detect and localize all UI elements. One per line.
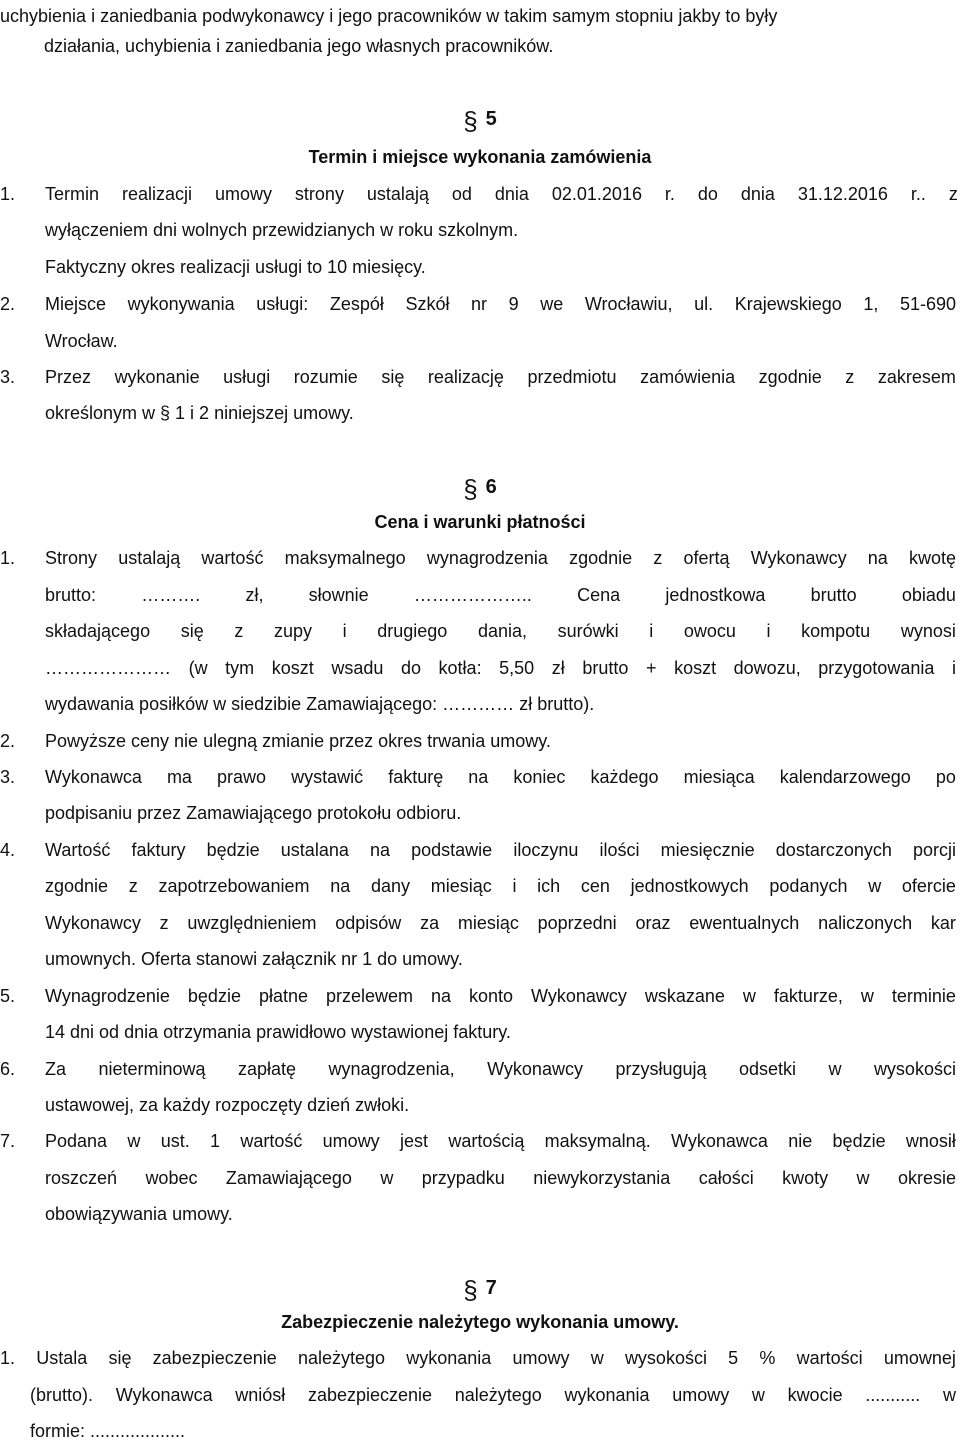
intro-line-2: działania, uchybienia i zaniedbania jego własnych pracowników. <box>44 36 554 56</box>
word: przypadku <box>421 1168 505 1188</box>
word: do <box>400 658 421 678</box>
word: Przez <box>45 367 92 387</box>
word: w <box>380 1168 394 1188</box>
s6-item7-line1 <box>45 1129 956 1153</box>
word: Wykonawcy <box>487 1059 583 1079</box>
word: oraz <box>635 913 671 933</box>
word: odpisów <box>335 913 402 933</box>
word: zł <box>551 658 565 678</box>
word: zł, <box>245 585 264 605</box>
s6-item5-line2: 14 dni od dnia otrzymania prawidłowo wystawionej faktury. <box>45 1022 511 1042</box>
word: strony <box>294 184 344 204</box>
s6-item4-line4: umownych. Oferta stanowi załącznik nr 1 do umowy. <box>45 949 463 969</box>
word: wykonania <box>564 1385 650 1405</box>
word: ust. <box>160 1131 190 1151</box>
word: wniósł <box>235 1385 286 1405</box>
word: umowy <box>672 1385 730 1405</box>
word: i <box>649 621 654 641</box>
word: maksymalnego <box>284 548 406 568</box>
word: zapotrzebowaniem <box>158 876 310 896</box>
s6-item4-line3 <box>45 911 956 935</box>
word: usługi: <box>256 294 309 314</box>
word: 5 <box>728 1348 739 1368</box>
word: kwocie <box>787 1385 843 1405</box>
word: zgodnie <box>45 876 109 896</box>
word: zabezpieczenie <box>307 1385 433 1405</box>
word: nr <box>471 294 488 314</box>
word: koniec <box>513 767 566 787</box>
word: 1 <box>210 1131 221 1151</box>
word: z <box>159 913 169 933</box>
word: podstawie <box>411 840 493 860</box>
item-number: 1. <box>0 184 16 204</box>
word: zabezpieczenie <box>152 1348 277 1368</box>
item-number: 3. <box>0 367 16 387</box>
word: porcji <box>912 840 956 860</box>
word: Krajewskiego <box>734 294 842 314</box>
section-5-heading <box>0 104 960 134</box>
word: uwzględnieniem <box>187 913 317 933</box>
word: okresie <box>897 1168 956 1188</box>
word: usługi <box>223 367 271 387</box>
word: owocu <box>683 621 736 641</box>
word: Wykonawcy <box>750 548 847 568</box>
word: koszt <box>674 658 717 678</box>
s6-item7-line2 <box>45 1166 956 1190</box>
word: wartość <box>201 548 264 568</box>
word: ustalają <box>118 548 181 568</box>
word: brutto <box>810 585 857 605</box>
word: 1, <box>863 294 879 314</box>
word: wynagrodzenia <box>426 548 548 568</box>
word: i <box>766 621 771 641</box>
word: drugiego <box>377 621 448 641</box>
word: konto <box>469 986 514 1006</box>
word: ofercie <box>901 876 956 896</box>
s5-item1-line3: Faktyczny okres realizacji usługi to 10 miesięcy. <box>45 257 426 277</box>
item-number: 7. <box>0 1131 16 1151</box>
s6-item4-line2 <box>45 874 956 898</box>
word: ewentualnych <box>689 913 800 933</box>
word: Strony <box>45 548 98 568</box>
s6-item4-line1 <box>45 838 956 862</box>
word: brutto: <box>45 585 97 605</box>
word: kwoty <box>782 1168 829 1188</box>
word: na <box>430 986 452 1006</box>
word: wobec <box>145 1168 198 1188</box>
word: składającego <box>45 621 151 641</box>
word: realizację <box>427 367 504 387</box>
word: jednostkowa <box>665 585 766 605</box>
word: podanych <box>769 876 848 896</box>
section-7-title: Zabezpieczenie należytego wykonania umowy. <box>281 1312 679 1332</box>
s5-item2-line2: Wrocław. <box>45 331 118 351</box>
word: zapłatę <box>238 1059 297 1079</box>
word: będzie <box>206 840 260 860</box>
word: z <box>948 184 958 204</box>
word: obiadu <box>901 585 956 605</box>
word: na <box>867 548 888 568</box>
word: za <box>420 913 440 933</box>
s6-item1-line2 <box>45 583 956 607</box>
word: miesięcznie <box>660 840 755 860</box>
item-number: 3. <box>0 767 16 787</box>
word: w <box>868 876 882 896</box>
word: ma <box>166 767 192 787</box>
section-5-title: Termin i miejsce wykonania zamówienia <box>308 147 652 167</box>
s6-item3-line2: podpisaniu przez Zamawiającego protokołu odbioru. <box>45 803 462 823</box>
word: od <box>451 184 472 204</box>
word: wartością <box>448 1131 525 1151</box>
word: ……………….. <box>413 585 532 605</box>
item-number: 1. <box>0 548 16 568</box>
word: po <box>935 767 956 787</box>
s5-item3-line2: określonym w § 1 i 2 niniejszej umowy. <box>45 403 354 423</box>
word: się <box>381 367 405 387</box>
word: kompotu <box>801 621 871 641</box>
word: jednostkowych <box>630 876 749 896</box>
word: ustalają <box>366 184 429 204</box>
s6-item1-line1 <box>45 546 956 570</box>
word: ustalana <box>280 840 349 860</box>
word: kalendarzowego <box>779 767 911 787</box>
word: umowy <box>512 1348 570 1368</box>
word: z <box>128 876 138 896</box>
word: + <box>645 658 657 678</box>
s6-item1-line3 <box>45 619 956 643</box>
word: Wrocławiu, <box>584 294 673 314</box>
word: w <box>127 1131 141 1151</box>
word: Wykonawcy <box>531 986 627 1006</box>
word: Cena <box>577 585 621 605</box>
word: z <box>653 548 663 568</box>
word: naliczonych <box>818 913 913 933</box>
word: roszczeń <box>45 1168 118 1188</box>
word: przedmiotu <box>527 367 617 387</box>
word: Wartość <box>45 840 111 860</box>
word: niewykorzystania <box>533 1168 671 1188</box>
word: należytego <box>454 1385 542 1405</box>
word: z <box>234 621 244 641</box>
word: się <box>180 621 204 641</box>
word: brutto <box>582 658 629 678</box>
word: r. <box>664 184 675 204</box>
section-6-title: Cena i warunki płatności <box>374 512 586 532</box>
s6-item6-line2: ustawowej, za każdy rozpoczęty dzień zwłoki. <box>45 1095 410 1115</box>
word: Ustala <box>36 1348 88 1368</box>
word: wykonywania <box>127 294 235 314</box>
word: koszt <box>271 658 314 678</box>
word: r.. <box>910 184 926 204</box>
word: wysokości <box>873 1059 956 1079</box>
word: cen <box>580 876 610 896</box>
section-symbol: § <box>463 106 478 136</box>
s5-item2-line1 <box>45 292 956 316</box>
word: Wykonawca <box>115 1385 213 1405</box>
word: Zespół <box>329 294 384 314</box>
word: przysługują <box>615 1059 707 1079</box>
word: w <box>856 1168 870 1188</box>
word: wartości <box>796 1348 863 1368</box>
section-number: 5 <box>485 108 497 130</box>
word: fakturze, <box>773 986 843 1006</box>
s6-item1-line5: wydawania posiłków w siedzibie Zamawiającego: ………… zł brutto). <box>45 694 595 714</box>
word: wnosił <box>905 1131 956 1151</box>
word: w <box>751 1385 765 1405</box>
word: zakresem <box>877 367 956 387</box>
word: dania, <box>477 621 527 641</box>
word: umowy <box>322 1131 380 1151</box>
word: zupy <box>273 621 312 641</box>
item-number: 6. <box>0 1059 16 1079</box>
word: należytego <box>297 1348 386 1368</box>
word: 51-690 <box>899 294 956 314</box>
word: zamówienia <box>640 367 736 387</box>
word: Wykonawca <box>45 767 142 787</box>
word: słownie <box>308 585 369 605</box>
word: poprzedni <box>537 913 617 933</box>
word: we <box>540 294 564 314</box>
word: Termin <box>45 184 100 204</box>
item-number: 2. <box>0 294 16 314</box>
word: w <box>590 1348 604 1368</box>
word: i <box>951 658 956 678</box>
word: 9 <box>508 294 519 314</box>
word: ………. <box>141 585 201 605</box>
word: będzie <box>832 1131 886 1151</box>
word: 02.01.2016 <box>551 184 642 204</box>
word: dowozu, <box>733 658 801 678</box>
word: ………………… <box>45 658 171 678</box>
s5-item3-line1 <box>45 365 956 389</box>
word: tym <box>225 658 255 678</box>
word: i <box>342 621 347 641</box>
section-number: 6 <box>485 476 497 498</box>
word: jest <box>400 1131 429 1151</box>
word: Wynagrodzenie <box>45 986 170 1006</box>
word: umownej <box>883 1348 956 1368</box>
word: wsadu <box>331 658 384 678</box>
word: wskazane <box>644 986 725 1006</box>
word: płatne <box>258 986 308 1006</box>
word: surówki <box>557 621 619 641</box>
word: prawo <box>217 767 267 787</box>
word: w <box>942 1385 956 1405</box>
word: miesiąc <box>457 913 519 933</box>
word: fakturę <box>388 767 444 787</box>
section-6-heading <box>0 472 960 502</box>
word: przygotowania <box>818 658 935 678</box>
word: rozumie <box>293 367 358 387</box>
section-symbol: § <box>463 474 478 504</box>
word: wystawić <box>291 767 364 787</box>
item-number: 5. <box>0 986 16 1006</box>
word: wysokości <box>624 1348 707 1368</box>
word: zgodnie <box>758 367 822 387</box>
word: dostarczonych <box>775 840 892 860</box>
word: wartość <box>240 1131 303 1151</box>
word: miesiąca <box>683 767 755 787</box>
section-symbol: § <box>463 1275 478 1305</box>
word: Za <box>45 1059 67 1079</box>
word: terminie <box>891 986 956 1006</box>
word: realizacji <box>121 184 192 204</box>
word: w <box>860 986 874 1006</box>
word: Podana <box>45 1131 108 1151</box>
word: (w <box>188 658 208 678</box>
word: dany <box>371 876 411 896</box>
word: i <box>512 876 517 896</box>
item-number: 4. <box>0 840 16 860</box>
word: się <box>108 1348 132 1368</box>
word: nie <box>788 1131 813 1151</box>
word: całości <box>698 1168 754 1188</box>
word: Wykonawca <box>671 1131 768 1151</box>
s6-item3-line1 <box>45 765 956 789</box>
word: miesiąc <box>430 876 492 896</box>
word: będzie <box>187 986 241 1006</box>
s7-item1-line1 <box>0 1346 956 1370</box>
word: kwotę <box>908 548 956 568</box>
word: 5,50 <box>499 658 535 678</box>
word: ........... <box>865 1385 921 1405</box>
word: do <box>697 184 718 204</box>
word: kotła: <box>438 658 482 678</box>
item-number: 2. <box>0 731 16 751</box>
intro-line-1: uchybienia i zaniedbania podwykonawcy i jego pracowników w takim samym stopniu jakby to były <box>0 6 778 26</box>
word: z <box>845 367 855 387</box>
word: na <box>369 840 391 860</box>
word: w <box>828 1059 842 1079</box>
word: 1. <box>0 1348 16 1368</box>
word: faktury <box>131 840 186 860</box>
word: na <box>330 876 351 896</box>
word: w <box>742 986 756 1006</box>
word: ich <box>537 876 561 896</box>
section-7-heading <box>0 1273 960 1303</box>
word: na <box>468 767 489 787</box>
word: ul. <box>694 294 714 314</box>
word: nieterminową <box>98 1059 206 1079</box>
word: przelewem <box>325 986 413 1006</box>
s5-item1-line1 <box>45 182 958 206</box>
word: 31.12.2016 <box>797 184 888 204</box>
word: zgodnie <box>569 548 633 568</box>
word: maksymalną. <box>544 1131 651 1151</box>
word: Wykonawcy <box>45 913 141 933</box>
word: Zamawiającego <box>225 1168 352 1188</box>
s6-item2-line1: Powyższe ceny nie ulegną zmianie przez okres trwania umowy. <box>45 731 551 751</box>
word: wynagrodzenia, <box>328 1059 455 1079</box>
word: umowy <box>214 184 272 204</box>
s6-item5-line1 <box>45 984 956 1008</box>
word: wynosi <box>900 621 956 641</box>
word: (brutto). <box>30 1385 94 1405</box>
word: Szkół <box>405 294 450 314</box>
word: wykonanie <box>114 367 200 387</box>
word: kar <box>930 913 956 933</box>
section-number: 7 <box>485 1277 497 1299</box>
s6-item1-line4 <box>45 656 956 680</box>
s5-item1-line2: wyłączeniem dni wolnych przewidzianych w roku szkolnym. <box>45 220 519 240</box>
word: % <box>759 1348 776 1368</box>
word: ofertą <box>683 548 730 568</box>
word: odsetki <box>738 1059 796 1079</box>
word: każdego <box>590 767 659 787</box>
s6-item7-line3: obowiązywania umowy. <box>45 1204 233 1224</box>
word: ilości <box>599 840 640 860</box>
word: wykonania <box>406 1348 492 1368</box>
s7-item1-line3: formie: ................... <box>30 1421 186 1441</box>
s7-item1-line2 <box>30 1383 956 1407</box>
word: dnia <box>494 184 529 204</box>
word: dnia <box>740 184 775 204</box>
s6-item6-line1 <box>45 1057 956 1081</box>
word: Miejsce <box>45 294 107 314</box>
word: iloczynu <box>513 840 579 860</box>
